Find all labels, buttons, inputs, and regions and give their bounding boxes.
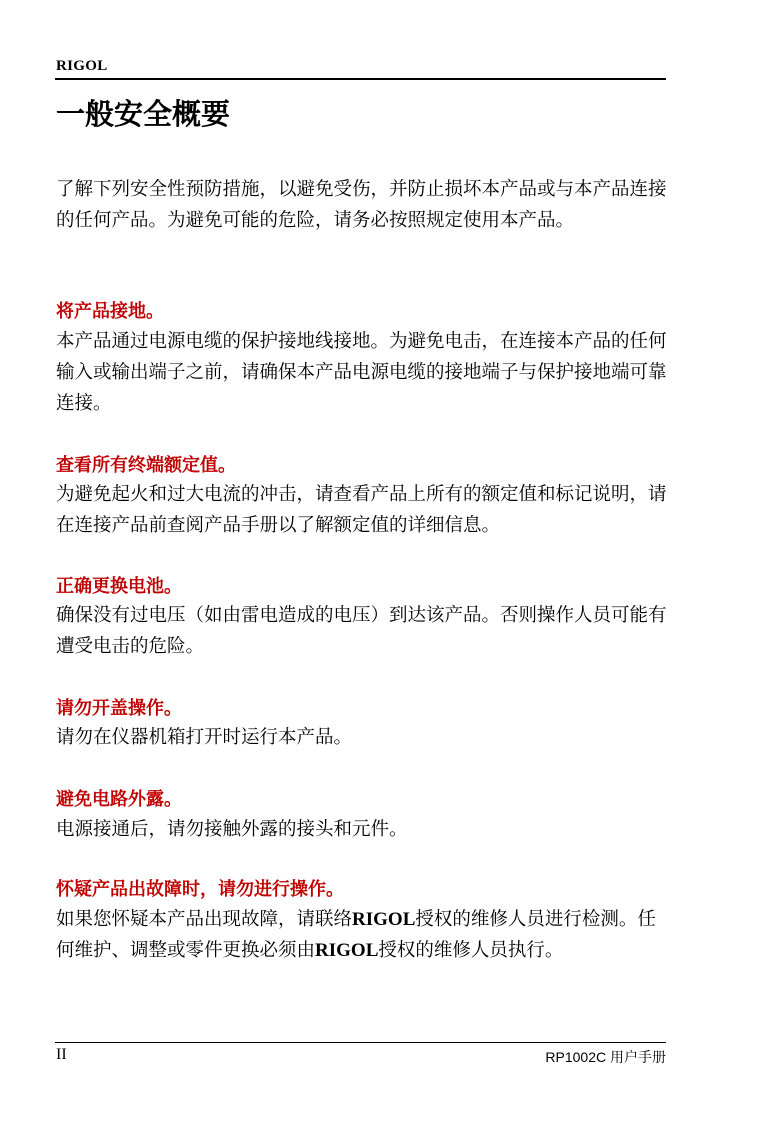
section-heading-no-open-cover: 请勿开盖操作。	[56, 698, 182, 719]
body-text-part: 授权的维修人员进行检测。任何维护、调整或零件更换必须由	[56, 909, 656, 961]
section-heading-suspected-failure: 怀疑产品出故障时，请勿进行操作。	[56, 879, 344, 900]
brand-inline-text: RIGOL	[352, 909, 416, 930]
section-heading-ratings: 查看所有终端额定值。	[56, 455, 236, 476]
section-body-no-open-cover: 请勿在仪器机箱打开时运行本产品。	[56, 727, 353, 748]
body-text-part: 如果您怀疑本产品出现故障，请联络	[56, 909, 353, 930]
section-body-exposed-circuits: 电源接通后，请勿接触外露的接头和元件。	[56, 819, 408, 840]
section-heading-exposed-circuits: 避免电路外露。	[56, 789, 182, 810]
intro-paragraph: 了解下列安全性预防措施，以避免受伤，并防止损坏本产品或与本产品连接的任何产品。为避免可能的危险，请务必按照规定使用本产品。	[56, 179, 667, 231]
body-text-part: 授权的维修人员执行。	[378, 940, 564, 961]
section-body-ratings: 为避免起火和过大电流的冲击，请查看产品上所有的额定值和标记说明，请在连接产品前查阅产品手册以了解额定值的详细信息。	[56, 484, 667, 536]
brand-inline-text: RIGOL	[315, 940, 379, 961]
header-rule	[55, 78, 666, 80]
section-body-battery: 确保没有过电压（如由雷电造成的电压）到达该产品。否则操作人员可能有遭受电击的危险。	[56, 605, 667, 657]
section-body-grounding: 本产品通过电源电缆的保护接地线接地。为避免电击，在连接本产品的任何输入或输出端子之前，请确保本产品电源电缆的接地端子与保护接地端可靠连接。	[56, 331, 667, 414]
footer-rule	[55, 1042, 666, 1043]
section-body-suspected-failure	[56, 904, 668, 966]
page-title: 一般安全概要	[56, 97, 231, 131]
section-heading-grounding: 将产品接地。	[56, 301, 164, 322]
section-heading-battery: 正确更换电池。	[56, 576, 182, 597]
page-number: II	[56, 1046, 67, 1063]
manual-name: RP1002C 用户手册	[545, 1049, 666, 1065]
brand-logo-text: RIGOL	[56, 58, 108, 74]
